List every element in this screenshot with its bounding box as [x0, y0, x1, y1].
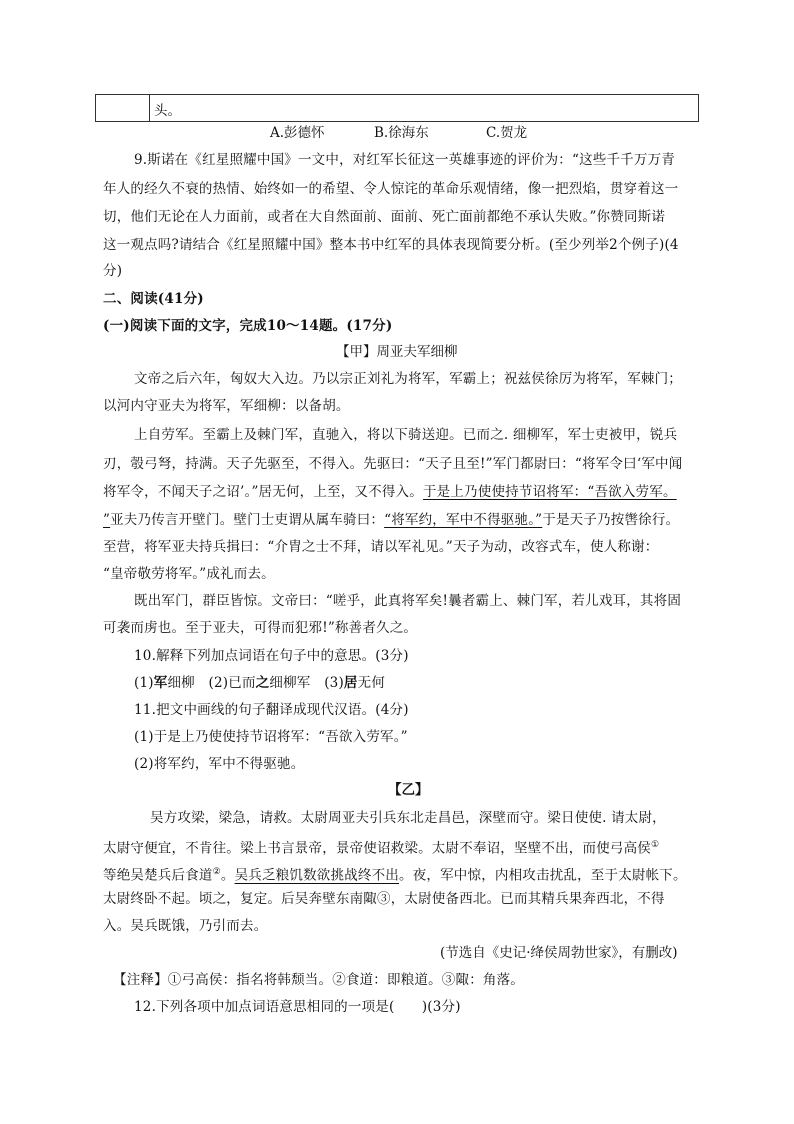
passage-line: [103, 836, 659, 858]
passage-line: [103, 483, 677, 501]
footnote-marker: ②: [212, 867, 221, 877]
passage-line: 吴方攻梁，梁急，请救。太尉周亚夫引兵东北走昌邑，深壁而守。梁日使使. 请太尉，: [150, 810, 666, 826]
passage-line: [103, 863, 687, 885]
q9-line: 年人的经久不衰的热情、始终如一的希望、令人惊诧的革命乐观情绪，像一把烈焰，贯穿着这一: [103, 181, 679, 197]
passage-line: 上自劳军。至霸上及棘门军，直驰入，将以下骑送迎。已而之. 细柳军，军士吏被甲，锐兵: [134, 427, 678, 443]
q12-stem: 12.下列各项中加点词语意思相同的一项是( )(3分): [134, 999, 461, 1015]
passage-text: 等绝吴楚兵后食道: [103, 867, 213, 884]
passage-line: 刃，彀弓弩，持满。天子先驱至，不得入。先驱曰：“天子且至!”军门都尉曰：“将军令曰‘军中闻: [103, 456, 683, 472]
option-c: C.贺龙: [486, 125, 528, 141]
dotted-word: 居: [343, 675, 358, 691]
q10-stem: 10.解释下列加点词语在句子中的意思。(3分): [134, 648, 409, 664]
item-text: (3): [324, 675, 344, 691]
q9-line: 9.斯诺在《红星照耀中国》一文中，对红军长征这一英雄事迹的评价为：“这些千千万万青: [134, 152, 675, 168]
option-b: B.徐海东: [374, 125, 429, 141]
underlined-sentence: “将军约，军中不得驱驰。”: [384, 512, 543, 528]
q9-line: 切，他们无论在人力面前，或者在大自然面前、面前、死亡面前都绝不承认失败。”你赞同斯诺: [103, 209, 666, 225]
subsection-heading: (一)阅读下面的文字，完成10～14题。(17分): [103, 318, 393, 334]
passage-line: 至营，将军亚夫持兵揖曰：“介胄之士不拜，请以军礼见。”天子为动，改容式车，使人称谢：: [103, 539, 659, 555]
passage-text: 亚夫乃传言开壁门。壁门士吏谓从属车骑曰：: [110, 512, 385, 528]
passage-text: 。夜，军中惊，内相攻击扰乱，至于太尉帐下。: [399, 867, 687, 884]
item-text: (2)已而: [208, 675, 256, 691]
passage-text: 于是天子乃按辔徐行。: [542, 512, 680, 528]
item-text: 细柳军: [269, 675, 311, 691]
passage-line: 以河内守亚夫为将军，军细柳：以备胡。: [103, 398, 350, 414]
q9-line: 分): [103, 263, 123, 279]
passage-line: 可袭而虏也。至于亚夫，可得而犯邪!”称善者久之。: [103, 620, 418, 636]
item-text: 无何: [357, 675, 386, 691]
footnote-marker: ①: [651, 840, 660, 850]
passage-line: [103, 511, 679, 529]
passage-line: 文帝之后六年，匈奴大入边。乃以宗正刘礼为将军，军霸上；祝兹侯徐厉为将军，军棘门；: [134, 371, 682, 387]
q10-items: [134, 674, 385, 692]
q11-stem: 11.把文中画线的句子翻译成现代汉语。(4分): [134, 702, 409, 718]
footnotes: 【注释】①弓高侯：指名将韩颓当。②食道：即粮道。③陬：角落。: [113, 972, 524, 988]
q9-line: 这一观点吗?请结合《红星照耀中国》整本书中红军的具体表现简要分析。(至少列举2个例子)(4: [103, 237, 679, 253]
table-cell-text: 头。: [154, 103, 181, 119]
passage-text: 将军令，不闻天子之诏’。”居无何，上至，又不得入。: [103, 484, 423, 500]
passage-yi-title: 【乙】: [388, 782, 429, 798]
q11-item: (2)将军约，军中不得驱驰。: [134, 756, 305, 772]
q11-item: (1)于是上乃使使持节诏将军：“吾欲入劳军。”: [134, 729, 408, 745]
section-heading: 二、阅读(41分): [103, 291, 204, 307]
item-text: (1): [134, 675, 154, 691]
underlined-sentence: 吴兵乏粮饥数欲挑战终不出: [234, 867, 399, 884]
passage-line: 太尉终卧不起。顷之，复定。后吴奔壁东南陬③，太尉使备西北。已而其精兵果奔西北，不得: [103, 891, 665, 907]
passage-jia-title: 【甲】周亚夫军细柳: [336, 344, 458, 360]
table-divider: [149, 95, 150, 121]
passage-line: 入。吴兵既饿，乃引而去。: [103, 918, 268, 934]
passage-line: “皇帝敬劳将军。”成礼而去。: [103, 566, 275, 582]
source-citation: (节选自《史记·绛侯周勃世家》，有删改): [440, 945, 678, 961]
passage-text: 太尉守便宜，不肯往。梁上书言景帝，景帝使诏救梁。太尉不奉诏，坚壁不出，而使弓高侯: [103, 840, 651, 857]
item-text: 细柳: [167, 675, 195, 691]
underlined-sentence: ”: [103, 512, 111, 528]
option-a: A.彭德怀: [270, 125, 325, 141]
passage-line: 既出军门，群臣皆惊。文帝曰：“嗟乎，此真将军矣!曩者霸上、棘门军，若儿戏耳，其将固: [134, 593, 682, 609]
passage-text: 。: [220, 867, 235, 884]
dotted-word: 军: [153, 675, 168, 691]
answer-table: [95, 94, 699, 122]
underlined-sentence: 于是上乃使使持节诏将军：“吾欲入劳军。: [422, 484, 677, 500]
dotted-word: 之: [255, 675, 270, 691]
